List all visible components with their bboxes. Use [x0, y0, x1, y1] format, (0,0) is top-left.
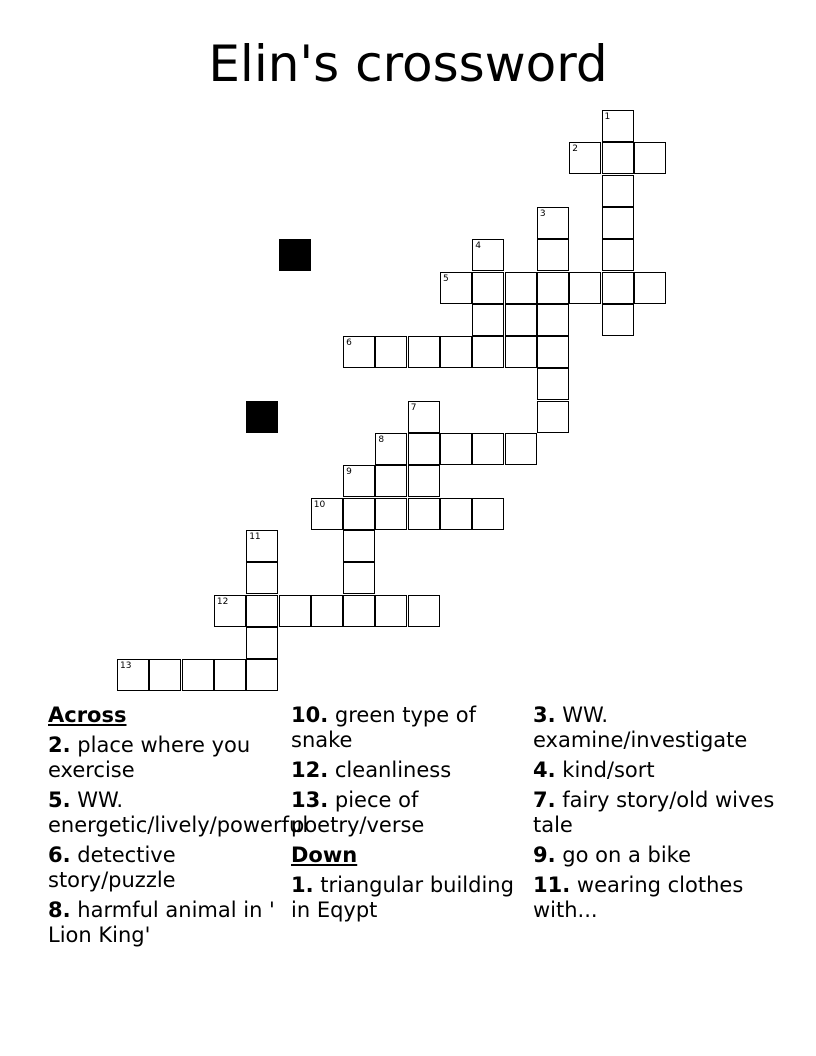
cell-number: 5	[443, 273, 449, 284]
grid-cell[interactable]	[182, 659, 214, 691]
grid-cell[interactable]	[343, 336, 375, 368]
grid-cell[interactable]	[117, 659, 149, 691]
grid-cell[interactable]	[343, 595, 375, 627]
clue-text: harmful animal in ' Lion King'	[48, 898, 275, 947]
grid-cell[interactable]	[343, 465, 375, 497]
clue-number: 3.	[533, 703, 556, 727]
grid-cell[interactable]	[408, 401, 440, 433]
grid-cell[interactable]	[602, 239, 634, 271]
grid-cell[interactable]	[375, 433, 407, 465]
cell-number: 4	[475, 241, 482, 252]
clue-text: piece of poetry/verse	[291, 788, 425, 837]
grid-cell[interactable]	[311, 498, 343, 530]
grid-cell[interactable]	[408, 595, 440, 627]
clue-number: 12.	[291, 758, 329, 782]
grid-cell[interactable]	[375, 465, 407, 497]
grid-cell[interactable]	[440, 433, 472, 465]
clue-down-11[interactable]	[533, 873, 793, 923]
grid-cell[interactable]	[472, 304, 504, 336]
clue-across-2[interactable]	[48, 733, 278, 783]
clue-number: 8.	[48, 898, 71, 922]
grid-cell[interactable]	[408, 336, 440, 368]
grid-cell[interactable]	[505, 433, 537, 465]
clue-across-13[interactable]	[291, 788, 523, 838]
grid-cell[interactable]	[472, 498, 504, 530]
grid-cell[interactable]	[537, 401, 569, 433]
cell-number: 10	[313, 499, 326, 510]
grid-cell[interactable]	[634, 142, 666, 174]
clue-number: 10.	[291, 703, 329, 727]
clue-across-5[interactable]: 5. WW. energetic/lively/powerful	[48, 788, 309, 837]
clues-column-3	[533, 703, 793, 928]
clue-down-7[interactable]	[533, 788, 793, 838]
grid-cell[interactable]	[149, 659, 181, 691]
clue-text: detective story/puzzle	[48, 843, 176, 892]
grid-cell[interactable]	[246, 595, 278, 627]
grid-cell[interactable]	[602, 142, 634, 174]
grid-cell[interactable]	[214, 659, 246, 691]
grid-cell[interactable]	[602, 110, 634, 142]
clue-down-1[interactable]	[291, 873, 523, 923]
grid-cell[interactable]	[505, 304, 537, 336]
clue-number: 1.	[291, 873, 314, 897]
grid-cell[interactable]	[408, 433, 440, 465]
clue-across-8[interactable]	[48, 898, 278, 948]
clue-text: energetic/lively/powerful	[48, 813, 309, 837]
cell-number: 1	[604, 112, 611, 122]
grid-cell[interactable]	[343, 530, 375, 562]
grid-cell[interactable]	[537, 368, 569, 400]
grid-cell[interactable]	[472, 336, 504, 368]
clue-text: WW. examine/investigate	[533, 703, 748, 752]
clue-text: green type of snake	[291, 703, 477, 752]
grid-cell[interactable]	[343, 562, 375, 594]
cell-number: 6	[346, 338, 352, 349]
cell-number: 11	[249, 531, 261, 542]
cell-number: 9	[346, 467, 352, 478]
clue-number: 13.	[291, 788, 329, 812]
grid-cell[interactable]	[440, 272, 472, 304]
cell-number: 7	[410, 402, 417, 413]
grid-cell[interactable]	[602, 175, 634, 207]
grid-cell[interactable]	[569, 272, 601, 304]
grid-cell[interactable]	[279, 595, 311, 627]
grid-cell[interactable]	[472, 272, 504, 304]
grid-cell[interactable]	[408, 498, 440, 530]
grid-cell[interactable]	[537, 272, 569, 304]
clue-number: 6.	[48, 843, 71, 867]
grid-block	[279, 239, 311, 271]
clue-across-6[interactable]	[48, 843, 278, 893]
grid-block	[246, 401, 278, 433]
grid-cell[interactable]	[537, 304, 569, 336]
cell-number: 8	[378, 435, 385, 445]
clue-text: go on a bike	[562, 843, 692, 867]
grid-cell[interactable]	[634, 272, 666, 304]
grid-cell[interactable]	[440, 498, 472, 530]
clue-across-12[interactable]	[291, 758, 523, 783]
grid-cell[interactable]	[472, 433, 504, 465]
grid-cell[interactable]	[602, 304, 634, 336]
clue-text: fairy story/old wives tale	[533, 788, 775, 837]
grid-cell[interactable]	[569, 142, 601, 174]
clue-down-4[interactable]	[533, 758, 793, 783]
cell-number: 12	[216, 596, 229, 607]
grid-cell[interactable]	[246, 659, 278, 691]
clue-number: 2.	[48, 733, 71, 757]
grid-cell[interactable]	[472, 239, 504, 271]
clue-text: kind/sort	[562, 758, 655, 782]
clue-text: wearing clothes with...	[533, 873, 744, 922]
cell-number: 2	[572, 144, 578, 155]
grid-cell[interactable]	[343, 498, 375, 530]
grid-cell[interactable]	[246, 530, 278, 562]
grid-cell[interactable]	[440, 336, 472, 368]
grid-cell[interactable]	[602, 272, 634, 304]
clue-number: 11.	[533, 873, 571, 897]
grid-cell[interactable]	[246, 562, 278, 594]
grid-cell[interactable]	[408, 465, 440, 497]
grid-cell[interactable]	[375, 498, 407, 530]
clue-across-10[interactable]	[291, 703, 523, 753]
clue-down-3[interactable]	[533, 703, 793, 753]
clue-down-9[interactable]	[533, 843, 793, 868]
clue-number: 7.	[533, 788, 556, 812]
grid-cell[interactable]	[375, 595, 407, 627]
down-heading: Down	[291, 843, 358, 867]
cell-number: 3	[539, 208, 546, 219]
clue-text: place where you exercise	[48, 733, 251, 782]
grid-cell[interactable]	[537, 207, 569, 239]
grid-cell[interactable]	[375, 336, 407, 368]
grid-cell[interactable]	[602, 207, 634, 239]
clues-column-2	[291, 703, 523, 928]
page-title: Elin's crossword	[208, 35, 608, 93]
grid-cell[interactable]	[311, 595, 343, 627]
grid-cell[interactable]	[246, 627, 278, 659]
grid-cell[interactable]	[505, 336, 537, 368]
grid-cell[interactable]	[505, 272, 537, 304]
cell-number: 13	[120, 661, 132, 672]
clues-column-1	[48, 703, 309, 953]
clue-number: 4.	[533, 758, 556, 782]
grid-cell[interactable]	[537, 336, 569, 368]
clue-text: cleanliness	[334, 758, 452, 782]
clue-number: 9.	[533, 843, 556, 867]
across-heading: Across	[48, 703, 127, 727]
grid-cell[interactable]	[214, 595, 246, 627]
grid-cell[interactable]	[537, 239, 569, 271]
clue-number: 5.	[48, 788, 71, 812]
clue-text: triangular building in Eqypt	[291, 873, 514, 922]
